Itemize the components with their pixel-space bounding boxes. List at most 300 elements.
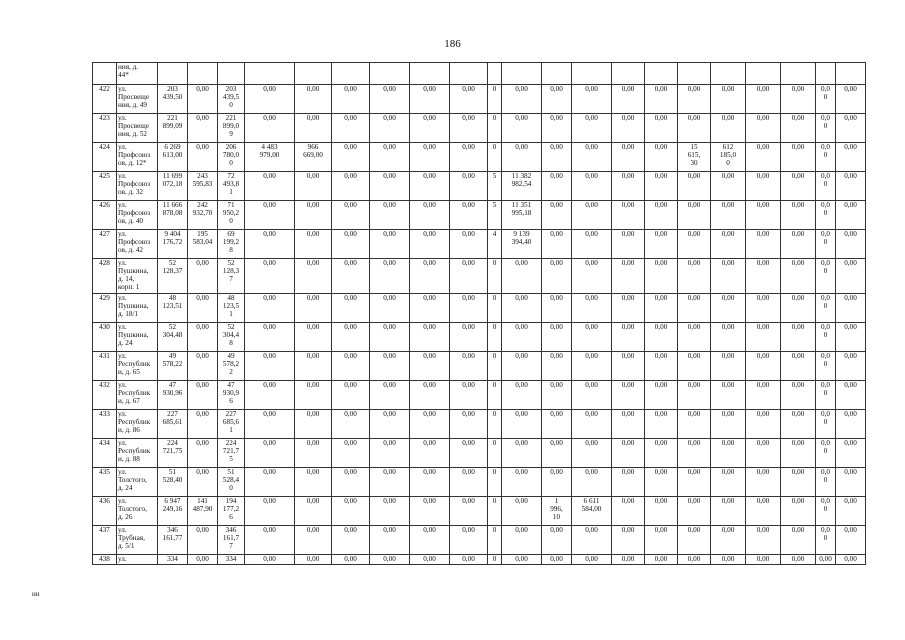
value-cell (542, 63, 572, 85)
value-cell: 0,00 (612, 323, 645, 352)
value-cell: 0,00 (711, 381, 746, 410)
value-cell: 0,00 (410, 555, 450, 565)
value-cell: 0,0 0 (816, 352, 836, 381)
value-cell: 0,00 (781, 85, 816, 114)
address-cell: ул. Профсоюз ов, д. 32 (117, 172, 158, 201)
value-cell: 0,00 (572, 294, 612, 323)
value-cell: 0,00 (542, 230, 572, 259)
value-cell: 0,00 (245, 201, 295, 230)
value-cell: 0,0 0 (816, 410, 836, 439)
value-cell (370, 63, 410, 85)
value-cell: 0,00 (188, 555, 218, 565)
value-cell: 0,00 (781, 172, 816, 201)
value-cell: 0,00 (711, 439, 746, 468)
value-cell: 221 899,09 (158, 114, 188, 143)
table-row (93, 294, 866, 323)
value-cell: 0,00 (502, 555, 542, 565)
value-cell: 0,00 (816, 555, 836, 565)
value-cell: 0,00 (678, 259, 711, 294)
address-cell: ул. Просвеще ния, д. 49 (117, 85, 158, 114)
value-cell: 0,00 (410, 85, 450, 114)
value-cell: 0,00 (746, 439, 781, 468)
address-cell: ул. Просвеще ния, д. 52 (117, 114, 158, 143)
value-cell: 6 947 249,16 (158, 497, 188, 526)
value-cell: 0,00 (781, 230, 816, 259)
value-cell: 0,00 (370, 439, 410, 468)
value-cell: 0,00 (836, 526, 866, 555)
value-cell: 334 (158, 555, 188, 565)
value-cell: 0,00 (678, 555, 711, 565)
value-cell: 0,00 (711, 201, 746, 230)
value-cell: 346 161,77 (158, 526, 188, 555)
value-cell: 0,00 (746, 259, 781, 294)
value-cell: 0,0 0 (816, 201, 836, 230)
value-cell: 0,00 (502, 526, 542, 555)
value-cell: 0,0 0 (816, 468, 836, 497)
value-cell: 0,00 (645, 323, 678, 352)
table-row (93, 85, 866, 114)
value-cell: 0,00 (711, 526, 746, 555)
value-cell: 0,00 (612, 497, 645, 526)
value-cell: 0,00 (295, 114, 332, 143)
value-cell: 0,00 (612, 381, 645, 410)
address-cell: ул. Профсоюз ов, д. 42 (117, 230, 158, 259)
address-cell: ул. Республик и, д. 88 (117, 439, 158, 468)
value-cell: 203 439,5 0 (218, 85, 245, 114)
value-cell: 0,00 (836, 323, 866, 352)
value-cell: 0,00 (645, 410, 678, 439)
value-cell: 0,00 (370, 352, 410, 381)
value-cell: 0,00 (612, 259, 645, 294)
value-cell: 0,00 (542, 85, 572, 114)
value-cell: 0,00 (645, 85, 678, 114)
value-cell: 0,00 (781, 114, 816, 143)
value-cell: 0,00 (295, 172, 332, 201)
value-cell: 0,00 (370, 85, 410, 114)
value-cell (678, 63, 711, 85)
value-cell: 0,00 (410, 439, 450, 468)
value-cell: 0,00 (572, 352, 612, 381)
value-cell: 0,00 (410, 294, 450, 323)
value-cell: 0 (488, 294, 502, 323)
value-cell: 0,00 (245, 172, 295, 201)
value-cell: 0,00 (746, 230, 781, 259)
value-cell: 0,00 (711, 468, 746, 497)
value-cell: 0,00 (188, 352, 218, 381)
value-cell (450, 63, 488, 85)
row-number-cell: 432 (93, 381, 117, 410)
value-cell: 1 996, 10 (542, 497, 572, 526)
value-cell: 0,00 (612, 172, 645, 201)
value-cell: 0,00 (678, 323, 711, 352)
value-cell: 0,00 (332, 468, 370, 497)
value-cell: 0,00 (332, 352, 370, 381)
value-cell: 0,00 (450, 294, 488, 323)
value-cell: 0,00 (450, 323, 488, 352)
value-cell: 0,00 (836, 555, 866, 565)
value-cell: 0,00 (781, 201, 816, 230)
value-cell: 0,00 (245, 323, 295, 352)
value-cell: 0,00 (781, 526, 816, 555)
table-row (93, 497, 866, 526)
value-cell: 0,00 (836, 439, 866, 468)
value-cell: 0,00 (245, 259, 295, 294)
value-cell: 0,00 (781, 259, 816, 294)
value-cell: 0,00 (572, 114, 612, 143)
value-cell: 0,00 (370, 294, 410, 323)
value-cell: 0,00 (295, 381, 332, 410)
value-cell (245, 63, 295, 85)
value-cell: 0,00 (836, 114, 866, 143)
value-cell: 0,00 (410, 526, 450, 555)
value-cell: 0,00 (612, 230, 645, 259)
value-cell: 0,00 (542, 468, 572, 497)
row-number-cell: 425 (93, 172, 117, 201)
value-cell: 11 666 878,08 (158, 201, 188, 230)
address-cell: ул. Республик и, д. 65 (117, 352, 158, 381)
value-cell: 0,00 (542, 172, 572, 201)
value-cell: 52 128,3 7 (218, 259, 245, 294)
row-number-cell: 434 (93, 439, 117, 468)
data-table (92, 62, 866, 565)
value-cell: 0,00 (711, 172, 746, 201)
value-cell: 0,00 (332, 143, 370, 172)
value-cell (645, 63, 678, 85)
value-cell: 72 493,8 1 (218, 172, 245, 201)
value-cell: 52 304,48 (158, 323, 188, 352)
value-cell: 0,00 (245, 352, 295, 381)
value-cell: 0 (488, 410, 502, 439)
table-row (93, 526, 866, 555)
value-cell: 0,00 (746, 468, 781, 497)
table-row (93, 410, 866, 439)
value-cell: 0,00 (746, 85, 781, 114)
value-cell: 0,00 (370, 468, 410, 497)
value-cell: 0,0 0 (816, 323, 836, 352)
value-cell: 0,00 (572, 381, 612, 410)
value-cell: 0,00 (295, 352, 332, 381)
value-cell: 0,00 (572, 526, 612, 555)
value-cell: 0,0 0 (816, 381, 836, 410)
value-cell: 0,00 (781, 468, 816, 497)
value-cell: 242 932,70 (188, 201, 218, 230)
value-cell: 0,00 (645, 114, 678, 143)
value-cell: 0 (488, 526, 502, 555)
value-cell: 0,00 (332, 201, 370, 230)
value-cell: 0,00 (295, 497, 332, 526)
value-cell: 0,00 (370, 381, 410, 410)
value-cell: 346 161,7 7 (218, 526, 245, 555)
value-cell: 0,00 (836, 230, 866, 259)
value-cell: 0,00 (245, 526, 295, 555)
value-cell: 0,0 0 (816, 114, 836, 143)
value-cell: 0,00 (645, 352, 678, 381)
value-cell: 0,00 (295, 468, 332, 497)
value-cell: 0,00 (410, 172, 450, 201)
value-cell: 0,00 (295, 259, 332, 294)
value-cell: 0,00 (188, 381, 218, 410)
address-cell: ул. Толстого, д. 26 (117, 497, 158, 526)
value-cell: 0,00 (450, 526, 488, 555)
row-number-cell: 422 (93, 85, 117, 114)
value-cell: 0,0 0 (816, 230, 836, 259)
value-cell: 0 (488, 259, 502, 294)
value-cell: 0,00 (450, 439, 488, 468)
value-cell: 0,00 (450, 201, 488, 230)
value-cell: 0 (488, 114, 502, 143)
value-cell: 0,00 (645, 468, 678, 497)
value-cell: 0,00 (678, 439, 711, 468)
value-cell: 0,00 (746, 323, 781, 352)
value-cell: 51 528,4 0 (218, 468, 245, 497)
value-cell: 0,00 (370, 323, 410, 352)
value-cell: 0,00 (746, 352, 781, 381)
value-cell: 0,0 0 (816, 259, 836, 294)
value-cell: 0,00 (746, 526, 781, 555)
value-cell: 0,00 (188, 323, 218, 352)
value-cell: 0,00 (295, 410, 332, 439)
table-row (93, 172, 866, 201)
value-cell: 227 685,6 1 (218, 410, 245, 439)
value-cell: 0,00 (781, 497, 816, 526)
value-cell: 0,00 (572, 259, 612, 294)
value-cell: 0,00 (678, 114, 711, 143)
value-cell: 0,00 (332, 526, 370, 555)
value-cell: 0,00 (502, 143, 542, 172)
value-cell: 0,00 (572, 323, 612, 352)
value-cell (218, 63, 245, 85)
address-cell: ул. Профсоюз ов, д. 12* (117, 143, 158, 172)
value-cell: 0 (488, 323, 502, 352)
address-cell: ул. Республик и, д. 67 (117, 381, 158, 410)
value-cell: 0,00 (370, 114, 410, 143)
value-cell: 0,00 (645, 381, 678, 410)
value-cell: 194 177,2 6 (218, 497, 245, 526)
value-cell: 0,00 (450, 85, 488, 114)
value-cell (410, 63, 450, 85)
value-cell: 0,00 (245, 114, 295, 143)
value-cell: 0,00 (370, 497, 410, 526)
row-number-cell: 431 (93, 352, 117, 381)
value-cell: 5 (488, 201, 502, 230)
value-cell: 0,00 (836, 201, 866, 230)
value-cell: 0,00 (502, 410, 542, 439)
row-number-cell: 436 (93, 497, 117, 526)
value-cell: 0,00 (678, 526, 711, 555)
value-cell: 0,00 (836, 259, 866, 294)
value-cell: 0,0 0 (816, 143, 836, 172)
value-cell: 0,00 (410, 114, 450, 143)
value-cell: 0,00 (678, 468, 711, 497)
value-cell: 0,00 (836, 497, 866, 526)
value-cell: 0,00 (188, 526, 218, 555)
value-cell: 49 578,22 (158, 352, 188, 381)
value-cell: 0,00 (450, 172, 488, 201)
value-cell: 0 (488, 143, 502, 172)
value-cell: 0,00 (645, 201, 678, 230)
value-cell: 0,00 (245, 230, 295, 259)
value-cell: 0,00 (836, 294, 866, 323)
address-cell: ул. (117, 555, 158, 565)
value-cell: 0,00 (332, 410, 370, 439)
row-number-cell: 438 (93, 555, 117, 565)
value-cell: 0,00 (188, 439, 218, 468)
value-cell: 0,00 (410, 143, 450, 172)
value-cell: 0,00 (612, 526, 645, 555)
value-cell: 0,00 (781, 143, 816, 172)
value-cell: 0,00 (188, 85, 218, 114)
value-cell: 0,00 (332, 555, 370, 565)
value-cell (295, 63, 332, 85)
value-cell: 0,00 (572, 143, 612, 172)
value-cell: 0,00 (332, 294, 370, 323)
value-cell: 4 483 979,00 (245, 143, 295, 172)
value-cell: 9 139 394,40 (502, 230, 542, 259)
value-cell: 0,00 (572, 439, 612, 468)
footer-mark: нн (32, 590, 40, 598)
value-cell: 0,00 (746, 410, 781, 439)
value-cell: 221 899,0 9 (218, 114, 245, 143)
value-cell (711, 63, 746, 85)
value-cell: 0,00 (836, 468, 866, 497)
value-cell: 49 578,2 2 (218, 352, 245, 381)
value-cell: 0,00 (781, 439, 816, 468)
value-cell: 0,00 (295, 230, 332, 259)
value-cell: 0,00 (502, 352, 542, 381)
table-row (93, 114, 866, 143)
value-cell (488, 63, 502, 85)
value-cell: 0,00 (188, 294, 218, 323)
value-cell: 0,00 (572, 85, 612, 114)
value-cell: 0,00 (612, 352, 645, 381)
value-cell: 0,00 (781, 323, 816, 352)
value-cell: 0,00 (542, 352, 572, 381)
value-cell: 0,00 (678, 85, 711, 114)
value-cell: 224 721,75 (158, 439, 188, 468)
value-cell: 0,00 (711, 410, 746, 439)
value-cell: 0,00 (645, 230, 678, 259)
data-table-container (92, 62, 866, 565)
value-cell (612, 63, 645, 85)
table-row (93, 352, 866, 381)
value-cell: 0,00 (410, 201, 450, 230)
value-cell: 0 (488, 555, 502, 565)
value-cell: 0 (488, 381, 502, 410)
value-cell: 0,00 (542, 259, 572, 294)
value-cell: 141 487,90 (188, 497, 218, 526)
value-cell: 0,00 (645, 259, 678, 294)
value-cell (746, 63, 781, 85)
value-cell: 612 185,0 0 (711, 143, 746, 172)
value-cell: 0,00 (332, 114, 370, 143)
value-cell: 0,00 (542, 294, 572, 323)
value-cell: 0,00 (542, 323, 572, 352)
value-cell: 0,00 (450, 259, 488, 294)
value-cell (332, 63, 370, 85)
value-cell: 0,00 (645, 439, 678, 468)
value-cell: 0,00 (572, 172, 612, 201)
value-cell: 0,00 (711, 259, 746, 294)
value-cell: 0,00 (836, 410, 866, 439)
value-cell: 52 128,37 (158, 259, 188, 294)
value-cell: 0,00 (332, 85, 370, 114)
value-cell: 0,00 (450, 410, 488, 439)
value-cell: 0,00 (502, 114, 542, 143)
value-cell (158, 63, 188, 85)
value-cell: 6 269 613,00 (158, 143, 188, 172)
value-cell: 0,00 (450, 381, 488, 410)
value-cell: 0,00 (502, 323, 542, 352)
row-number-cell: 437 (93, 526, 117, 555)
value-cell: 224 721,7 5 (218, 439, 245, 468)
value-cell: 0,00 (450, 468, 488, 497)
value-cell: 0,00 (295, 294, 332, 323)
value-cell: 0,00 (370, 259, 410, 294)
value-cell: 0,00 (542, 526, 572, 555)
value-cell: 0,00 (645, 143, 678, 172)
value-cell: 0,00 (502, 85, 542, 114)
value-cell: 0,00 (711, 294, 746, 323)
value-cell: 0,00 (836, 85, 866, 114)
value-cell: 71 950,2 0 (218, 201, 245, 230)
value-cell: 0,00 (295, 555, 332, 565)
value-cell: 0,00 (781, 410, 816, 439)
value-cell: 0,00 (450, 352, 488, 381)
value-cell: 0,00 (612, 294, 645, 323)
value-cell: 0,00 (645, 526, 678, 555)
value-cell: 0,00 (746, 497, 781, 526)
row-number-cell: 423 (93, 114, 117, 143)
value-cell: 0,00 (542, 114, 572, 143)
value-cell: 0,00 (410, 259, 450, 294)
value-cell: 0,0 0 (816, 85, 836, 114)
value-cell: 0,00 (836, 172, 866, 201)
value-cell: 0,00 (502, 497, 542, 526)
row-number-cell: 426 (93, 201, 117, 230)
value-cell: 0,00 (612, 468, 645, 497)
value-cell: 0,00 (645, 294, 678, 323)
value-cell: 51 528,40 (158, 468, 188, 497)
value-cell: 0,00 (542, 410, 572, 439)
address-cell: ул. Трубная, д. 5/1 (117, 526, 158, 555)
value-cell: 0,00 (572, 201, 612, 230)
table-row (93, 323, 866, 352)
value-cell: 0,00 (746, 114, 781, 143)
value-cell: 0,00 (645, 172, 678, 201)
value-cell: 0 (488, 352, 502, 381)
value-cell: 0,00 (188, 410, 218, 439)
value-cell: 0,00 (645, 555, 678, 565)
value-cell: 0,00 (746, 172, 781, 201)
table-row (93, 468, 866, 497)
page-number: 186 (444, 38, 461, 50)
row-number-cell (93, 63, 117, 85)
address-cell: ул. Профсоюз ов, д. 40 (117, 201, 158, 230)
value-cell: 0,00 (836, 352, 866, 381)
value-cell: 0,00 (542, 555, 572, 565)
value-cell: 0,00 (612, 410, 645, 439)
value-cell: 0,00 (295, 201, 332, 230)
value-cell: 0,00 (612, 439, 645, 468)
value-cell: 0,00 (295, 439, 332, 468)
value-cell: 0,00 (781, 294, 816, 323)
value-cell: 0,00 (542, 143, 572, 172)
value-cell: 0,00 (836, 143, 866, 172)
value-cell: 227 685,61 (158, 410, 188, 439)
table-row (93, 259, 866, 294)
value-cell: 0,00 (295, 526, 332, 555)
value-cell: 0,00 (245, 410, 295, 439)
